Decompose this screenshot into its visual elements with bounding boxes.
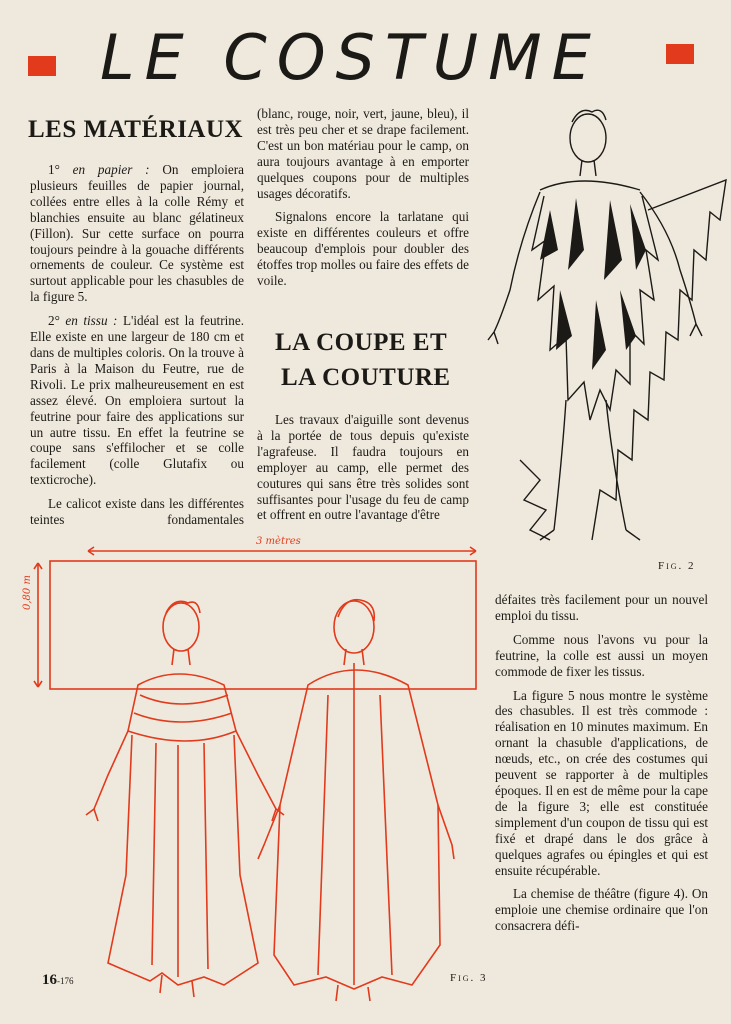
column-middle-top (257, 106, 469, 297)
paragraph-tarlatane: Signalons encore la tarlatane qui existe en différentes couleurs et offre beaucoup d'emplois pour doubler des étoffes trop molles ou faire des effets de voile. (257, 209, 469, 289)
column-left (30, 162, 244, 536)
paragraph-defaites: défaites très facilement pour un nouvel emploi du tissu. (495, 592, 708, 623)
page-title: LE COSTUME (100, 21, 601, 94)
paragraph-chemise: La chemise de théâtre (figure 4). On emploie une chemise ordinaire que l'on consacrera défi- (495, 886, 708, 934)
figure-3-label: Fig. 3 (450, 972, 488, 984)
figure-2-illustration (480, 100, 730, 560)
red-square-left (28, 56, 56, 76)
paragraph-tissu: 2° en tissu : L'idéal est la feutrine. Elle existe en une largeur de 180 cm et dans de multiples coloris. On la trouve à Paris à la Maison du Feutre, rue de Rivoli. Le prix malheureusement en est assez élevé. On emploiera surtout la feutrine pour faire des applications sur un autre tissu. En effet la feutrine se coupe sans s'effilocher et se colle facilement (colle Glutafix ou texticroche). (30, 313, 245, 488)
section-heading-coupe-line2: LA COUTURE (281, 364, 451, 391)
page-number: 16-176 (42, 972, 74, 988)
figure-3-illustration (28, 545, 488, 1005)
width-annotation: 3 mètres (256, 536, 301, 547)
red-square-right (666, 44, 694, 64)
paragraph-papier: 1° en papier : On emploiera plusieurs feuilles de papier journal, collées entre elles à la colle Rémy et blanchies ensuite au blanc gélatineux (Fillon). Sur cette surface on pourra toujours peindre à la gouache différents ornements de couleur. Ce système est surtout applicable pour les chasubles de la figure 5. (30, 162, 244, 305)
emphasis-papier: en papier : (72, 162, 150, 177)
figure-2-label: Fig. 2 (658, 560, 696, 572)
paragraph-chasubles: La figure 5 nous montre le système des chasubles. Il est très commode : réalisation en 10 minutes maximum. En ornant la chasuble d'applications, de nœuds, etc., on crée des costumes qui peuvent se rapporter à de multiples époques. Il en est de même pour la cape de la figure 3; elle est constituée simplement d'un coupon de tissu qui est fixé et drapé dans le dos grâce à quelques agrafes ou épingles et qui est ensuite récupérable. (495, 687, 708, 878)
section-heading-materiaux: LES MATÉRIAUX (28, 116, 244, 143)
paragraph-calicot-cont: (blanc, rouge, noir, vert, jaune, bleu), il est très peu cher et se drape facilement. C'est un bon matériau pour le camp, on aura toujours avantage à en emporter quelques coupons pour de multiples usages décoratifs. (257, 106, 469, 201)
height-annotation: 0,80 m (22, 575, 33, 610)
paragraph-agrafeuse: Les travaux d'aiguille sont devenus à la portée de tous depuis qu'existe l'agrafeuse. Il faudra toujours en employer au camp, elle permet des coutures qui sans être très solides sont suffisantes pour l'usage du feu de camp et offrent en outre l'avantage d'être (257, 412, 469, 523)
emphasis-tissu: en tissu : (65, 313, 118, 329)
paragraph-colle: Comme nous l'avons vu pour la feutrine, la colle est aussi un moyen commode de fixer les tissus. (495, 631, 708, 679)
column-right (495, 592, 708, 942)
paragraph-calicot: Le calicot existe dans les différentes teintes fondamentales (30, 496, 244, 528)
column-middle-bottom (257, 412, 469, 531)
section-heading-coupe-line1: LA COUPE ET (275, 329, 448, 356)
